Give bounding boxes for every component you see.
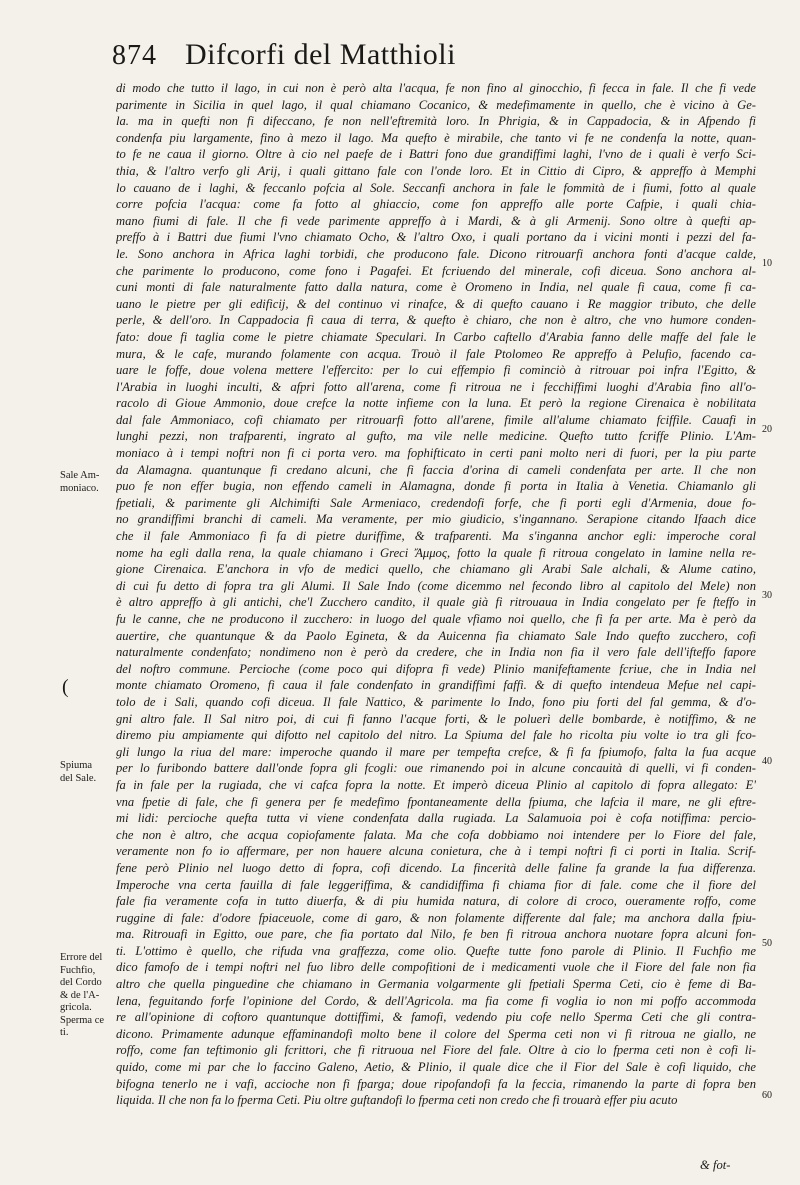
text-line: quido, come mi par che lo faccino Galeno, Aetio, & Plinio, il quale dice che il Fior del Sale è cofi liquido, che	[116, 1060, 756, 1075]
text-line: uare le foffe, doue volena mettere l'effercito: per lo cui effempio fi cominciò à ritrouar poi infra l'Egitto, &	[116, 363, 756, 378]
text-line: corre pofcia l'acqua: come fa fotto al ghiaccio, come fon appreffo alle porte Cafpie, i quali chia-	[116, 197, 756, 212]
running-title: Difcorfi del Matthioli	[185, 38, 456, 71]
text-line: lena, feguitando forfe l'opinione del Cordo, & dell'Agricola. ma fia come fi voglia io non mi poffo accommoda	[116, 993, 756, 1008]
text-line: altro che quella pinguedine che chiamano in Germania volgarmente gli fpetiali Sperma Ceti, cio è feme di Ba-	[116, 977, 756, 992]
text-line: fu le canne, che ne producono il zucchero: in luogo del quale vfiamo noi quello, che fi fa per arte. Ma è però da	[116, 612, 756, 626]
text-line: condenfa piu largamente, fino à mezo il lago. Ma quefto è mirabile, che tanto vi fe ne condenfa la notte, quan-	[116, 130, 756, 145]
text-line: lunghi pezzi, non trafparenti, ingrato al gufto, ma vile nelle medicine. Quefto tutto fcriffe Plinio. L'Am-	[116, 429, 756, 444]
catchword: & fot-	[700, 1158, 731, 1172]
line-number: 10	[762, 258, 772, 269]
text-line: che il fale Ammoniaco fi fa di pietre duriffime, & trafparenti. Ma s'inganna anchor egli: imperoche coral	[116, 529, 756, 544]
text-line: to fe ne caua il giorno. Oltre à cio nel paefe de i Battri fono due grandiffimi laghi, l'vno de i quali è verfo Sci-	[116, 147, 756, 162]
text-line: dicono. Primamente adunque effaminandofi molto bene il colore del Sperma ceti non vi fi ritroua ne giallo, ne	[116, 1026, 756, 1041]
text-line: naturalmente condenfato; nondimeno non è però da credere, che in India non fia il vero fale dell'ifteffo fapore	[116, 645, 756, 660]
text-line: moniaco à i tempi noftri non fi ci porta vero. ma fophifticato in certi pani molto neri di fuori, per la piu parte	[116, 446, 756, 461]
text-line: lo cauano de i laghi, & feccanlo pofcia al Sole. Seccanfi anchora in fale le fommità de i fiumi, fotto al quale	[116, 180, 756, 195]
text-line: l'Arabia in luoghi inculti, & afpri fotto all'arena, come fi ritroua ne i fecchiffimi luoghi d'Arabia fino all'o-	[116, 379, 756, 394]
text-line: che non è altro, che acqua copiofamente falata. Ma che cofa dobbiamo noi intendere per lo Fiore del fale,	[116, 827, 756, 842]
text-line: la. ma in quefti non fi difeccano, fe non nell'eftremità loro. In Phrigia, & in Cappadocia, & in Afpendo fi	[116, 114, 756, 129]
text-line: di modo che tutto il lago, in cui non è però alta l'acqua, fe non fino al ginocchio, fi fecca in fale. Il che fi vede	[116, 81, 756, 95]
text-line: fale fia veramente cofa in tutto diuerfa, & di piu humida natura, di colore di croco, oueramente roffo, come	[116, 894, 756, 909]
text-line: no grandiffimi branchi di cameli. Ma veramente, per mio giudicio, s'ingannano. Serapione citando Ifaach dice	[116, 512, 756, 527]
text-line: mi lidi: percioche quefta tutta vi viene condenfata dalla rugiada. La Salamuoia poi è cofa notiffima: percio-	[116, 811, 756, 826]
text-line: gni altro fale. Il Sal nitro poi, di cui fi fanno l'acque forti, & le poluerì delle bombarde, è notiffimo, & ne	[116, 711, 756, 726]
line-number: 60	[762, 1090, 772, 1101]
text-line: preffo à i Battri due fiumi l'vno chiamato Ocho, & l'altro Oxo, i quali portano da i vicini monti i pezzi del fa-	[116, 230, 756, 245]
text-line: thia, & l'altro verfo gli Arij, i quali gittano fale con l'onde loro. Et in Cittio di Cipro, & appreffo à Memphi	[116, 163, 756, 178]
text-line: racolo di Gioue Ammonio, doue crefce la notte infieme con la luna. Et però la regione Cirenaica è nobilitata	[116, 396, 756, 411]
text-line: da Alamagna. quantunque fi credano alcuni, che fi faccia d'orina di cameli condenfata per arte. Il che non	[116, 462, 756, 477]
text-line: dal fale Ammoniaco, cofi chiamato per ritrouarfi fotto all'arene, fimile all'alume chiamato fciffile. Cauafi in	[116, 412, 756, 427]
margin-note-spiuma: Spiuma del Sale.	[60, 760, 97, 784]
text-line: dico famofo de i tempi noftri nel fuo libro delle compofitioni de i medicamenti vuole che il Fiore del fale non fia	[116, 960, 756, 975]
line-number: 30	[762, 590, 772, 601]
text-line: del noftro commune. Percioche (come poco qui difopra fi vede) Plinio manifeftamente fcriue, che in India nel	[116, 661, 756, 676]
text-line: parimente in Sicilia in quel lago, il qual chiamano Cocanico, & medefimamente in quello, che è vicino à Ge-	[116, 97, 756, 112]
margin-mark: (	[62, 676, 69, 698]
text-line: perle, & dell'oro. In Cappadocia fi caua di terra, & quefto è chiaro, che non è altro, che vno humore conden-	[116, 313, 756, 328]
text-line: di cui fu detto di fopra tra gli Alumi. Il Sale Indo (come dicemmo nel fecondo libro al capitolo del Mele) non	[116, 578, 756, 593]
text-line: che parimente lo producono, come fono i Pagafei. Et fcriuendo del minerale, cofi diceua. Sono anchora al-	[116, 263, 756, 278]
text-line: nome ha egli dalla rena, la quale chiamano i Greci Ἄμμος, fotto la quale fi ritroua congelato in lamine nella re-	[116, 545, 756, 560]
text-line: ruggine di fale: d'odore fpiaceuole, come di garo, & non folamente differente dal fale; ma anchora dalla fpiu-	[116, 910, 756, 925]
line-number: 50	[762, 938, 772, 949]
text-line: re all'opinione di coftoro quantunque dottiffimi, & famofi, vedendo piu cofe nello Sperma Ceti che gli contra-	[116, 1010, 756, 1025]
text-line: diremo piu ampiamente qui difotto nel capitolo del nitro. La Spiuma del fale ho ricolta piu volte io tra gli fco-	[116, 728, 756, 743]
text-line: monte chiamato Oromeno, fi caua il fale condenfato in grandiffimi faffi. & di quefto intendeua Mefue nel capi-	[116, 678, 756, 693]
margin-note-sale-ammoniaco: Sale Am- moniaco.	[60, 470, 100, 494]
text-line: ti. L'ottimo è quello, che rifuda vna graffezza, come olio. Quefte tutte fono parole di Plinio. Il Fuchfio me	[116, 943, 756, 958]
text-line: cuni monti di fale naturalmente fatto dalla natura, come è Oromeno in India, nel quale fi caua, come fi ca-	[116, 280, 756, 295]
page-header	[112, 38, 712, 78]
margin-note-errore: Errore del Fuchfio, del Cordo & de l'A- gricola. Sperma ce ti.	[60, 952, 105, 1038]
text-line: vna fpetie di fale, che fi genera per fe medefimo fpontaneamente della fpiuma, che lafcia il mare, ne gli eftre-	[116, 794, 756, 809]
line-number: 40	[762, 756, 772, 767]
text-line: mura, & le cafe, murando folamente con acqua. Trouò il fale Ptolomeo Re appreffo à Pelufio, facendo ca-	[116, 346, 756, 361]
text-line: tolo de i Sali, quando cofi diceua. Il fale Nattico, & parimente lo Indo, fono piu forti del fal gemma, & d'o-	[116, 694, 756, 709]
text-line: auertire, che quantunque & da Paolo Egineta, & da Auicenna fia chiamato Sale Indo quefto zucchero, cofi	[116, 628, 756, 643]
text-line: mano fiumi di fale. Il che fi vede parimente appreffo à i Mardi, & à gli Armenij. Sono oltre à quefti ap-	[116, 213, 756, 228]
text-line: le. Sono anchora in Africa laghi torbidi, che producono fale. Dicono ritrouarfi anchora fonti d'acque calde,	[116, 246, 756, 261]
text-line: bifogna tenerlo ne i vafi, accioche non fi fparga; doue ripofandofi fa la feccia, rimanendo la parte di fopra ben	[116, 1076, 756, 1091]
page-number: 874	[112, 40, 157, 71]
text-line: fato: doue fi taglia come le pietre chiamate Speculari. In Carbo caftello d'Arabia fanno delle maffe del fale le	[116, 329, 756, 344]
text-line: uano le pietre per gli edificij, & del continuo vi rinafce, & di quefto cauano i Re maggior tributo, che delle	[116, 296, 756, 311]
text-line: per lo furibondo battere dall'onde fopra gli fcogli: oue rimanendo poi in alcune concauità di quelli, vi fi conden-	[116, 761, 756, 776]
line-number: 20	[762, 424, 772, 435]
text-line: fpetiali, & parimente gli Alchimifti Sale Armeniaco, credendofi forfe, che fi porti egli d'Armenia, doue fo-	[116, 495, 756, 510]
text-line: veramente non fo io affermare, per non hauere alcuna conietura, che à i tempi noftri fi ci porti in Italia. Scrif-	[116, 844, 756, 859]
text-line: roffo, come fan teftimonio gli fcrittori, che fi ritruoua nel Fiore del fale. Oltre à cio lo fperma ceti non è cofi li-	[116, 1043, 756, 1058]
text-line: Imperoche vna certa fauilla di fale leggeriffima, & candidiffima fi chiama fior di fale. come che il fiore del	[116, 877, 756, 892]
text-line: è altro appreffo à gli antichi, che'l Zucchero candito, il quale già fi ritrouaua in India congelato per fe fteffo in	[116, 595, 756, 610]
text-line: puo fe non effer bugia, non effendo cameli in Alamagna, donde fi porta in Italia à Venetia. Chiamanlo gli	[116, 479, 756, 494]
text-line: ma. Ritrouafi in Egitto, oue pare, che fia portato dal Nilo, fe ben fi ritroua anchora nuotare fopra alcuni fon-	[116, 927, 756, 942]
text-line: fene però Plinio nel luogo detto di fopra, cofi dicendo. La fincerità delle faline fa grande la fua differenza.	[116, 860, 756, 875]
text-line: fa in fale per la rugiada, che vi cafca fopra la notte. Et imperò diceua Plinio al capitolo di fopra allegato: E'	[116, 777, 756, 792]
body-text	[116, 80, 756, 1109]
text-line: liquida. Il che non fa lo fperma Ceti. Piu oltre guftandofi lo fperma ceti non credo che fi trouarà effer piu acuto	[116, 1093, 678, 1108]
text-line: gione Cirenaica. E'anchora in vfo de medici quello, che chiamano gli Arabi Sale alchali, & Alume catino,	[116, 562, 756, 577]
text-line: gli lungo la riua del mare: imperoche quando il mare per tempefta crefce, & fi fa fpiumofo, falta la fua acque	[116, 744, 756, 759]
